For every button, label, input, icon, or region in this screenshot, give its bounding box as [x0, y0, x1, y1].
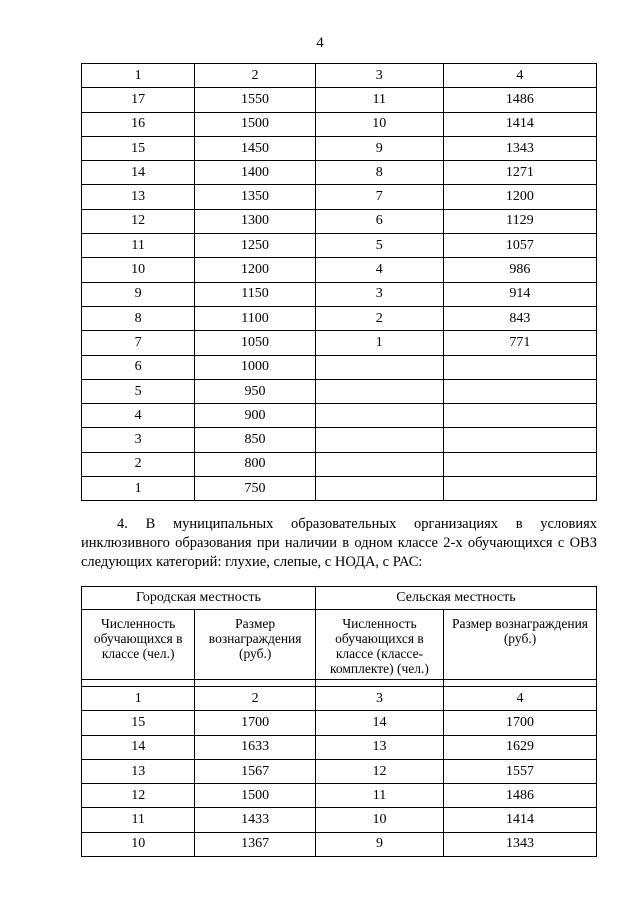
table-cell: 1486 — [443, 88, 596, 112]
table-header-row — [82, 64, 597, 88]
table-cell: 5 — [82, 379, 195, 403]
table-cell: 9 — [315, 832, 443, 856]
table-cell: 1200 — [195, 258, 315, 282]
table-cell: 1 — [82, 687, 195, 711]
group-header-row — [82, 587, 597, 610]
table-cell: 15 — [82, 711, 195, 735]
numbering-row — [82, 687, 597, 711]
table-cell: 10 — [82, 258, 195, 282]
table-row — [82, 88, 597, 112]
table-cell — [315, 452, 443, 476]
table-cell — [315, 428, 443, 452]
table-row — [82, 379, 597, 403]
table-cell: 13 — [82, 185, 195, 209]
table-row — [82, 234, 597, 258]
table-cell: 6 — [315, 209, 443, 233]
table-cell: 1150 — [195, 282, 315, 306]
table-row — [82, 452, 597, 476]
table-cell: 5 — [315, 234, 443, 258]
table-cell: 1350 — [195, 185, 315, 209]
table-row — [82, 784, 597, 808]
table-cell: 7 — [315, 185, 443, 209]
urban-students-header: Численность обучающихся в классе (чел.) — [82, 610, 195, 680]
table-cell: 1500 — [195, 784, 316, 808]
table-row — [82, 258, 597, 282]
rural-students-header: Численность обучающихся в классе (классе-комплекте) (чел.) — [315, 610, 443, 680]
table-cell: 1629 — [444, 735, 597, 759]
table-cell: 986 — [443, 258, 596, 282]
table-cell: 1414 — [443, 112, 596, 136]
table-cell: 1400 — [195, 161, 315, 185]
table-cell: 1700 — [444, 711, 597, 735]
table-cell — [315, 477, 443, 501]
column-header-row — [82, 610, 597, 680]
table-cell: 4 — [82, 404, 195, 428]
table-cell: 3 — [315, 64, 443, 88]
table-cell: 9 — [315, 136, 443, 160]
table-cell: 800 — [195, 452, 315, 476]
page-number: 4 — [316, 35, 324, 51]
table-cell: 1550 — [195, 88, 315, 112]
table-row — [82, 331, 597, 355]
paragraph-text: 4. В муниципальных образовательных организациях в условиях инклюзивного образования при наличии в одном классе 2-х обучающихся с ОВЗ следующих категорий: глухие, слепые, с НОДА, с РАС: — [81, 516, 597, 570]
table-cell: 1 — [82, 64, 195, 88]
table-row — [82, 759, 597, 783]
table-cell: 17 — [82, 88, 195, 112]
table-row — [82, 161, 597, 185]
table-row — [82, 832, 597, 856]
table-cell: 13 — [82, 759, 195, 783]
table-cell: 4 — [443, 64, 596, 88]
table-cell — [443, 428, 596, 452]
table-cell: 3 — [315, 687, 443, 711]
table-cell — [315, 404, 443, 428]
table-cell: 1 — [82, 477, 195, 501]
table-cell: 13 — [315, 735, 443, 759]
table-cell: 14 — [82, 161, 195, 185]
paragraph-item-4 — [81, 515, 597, 572]
table-cell — [443, 355, 596, 379]
table-cell: 900 — [195, 404, 315, 428]
table-cell: 2 — [195, 687, 316, 711]
table-cell: 1200 — [443, 185, 596, 209]
table-cell: 16 — [82, 112, 195, 136]
reward-table-continued — [81, 63, 597, 501]
table-cell: 750 — [195, 477, 315, 501]
table-cell: 1500 — [195, 112, 315, 136]
table-cell: 8 — [82, 306, 195, 330]
table-cell: 7 — [82, 331, 195, 355]
table-cell: 1300 — [195, 209, 315, 233]
table-cell: 1000 — [195, 355, 315, 379]
table-cell: 2 — [82, 452, 195, 476]
table-cell: 10 — [82, 832, 195, 856]
table-cell: 12 — [315, 759, 443, 783]
table-cell: 1343 — [444, 832, 597, 856]
inclusive-reward-table — [81, 586, 597, 857]
table-cell: 1414 — [444, 808, 597, 832]
table-cell: 843 — [443, 306, 596, 330]
table-cell: 1343 — [443, 136, 596, 160]
table-cell: 1100 — [195, 306, 315, 330]
rural-area-header: Сельская местность — [315, 587, 596, 610]
table-cell: 12 — [82, 784, 195, 808]
table-row — [82, 112, 597, 136]
table-cell: 14 — [315, 711, 443, 735]
table-cell: 2 — [195, 64, 315, 88]
table-cell: 1567 — [195, 759, 316, 783]
table-row — [82, 282, 597, 306]
table-row — [82, 404, 597, 428]
table-cell — [443, 477, 596, 501]
table-cell: 1450 — [195, 136, 315, 160]
table-cell: 3 — [82, 428, 195, 452]
table-row — [82, 711, 597, 735]
table-cell — [443, 452, 596, 476]
table-cell — [315, 355, 443, 379]
table-row — [82, 808, 597, 832]
table-row — [82, 477, 597, 501]
header-separator — [82, 680, 597, 687]
table-cell — [443, 404, 596, 428]
urban-area-header: Городская местность — [82, 587, 316, 610]
table-cell: 10 — [315, 112, 443, 136]
table-cell: 1433 — [195, 808, 316, 832]
table-row — [82, 355, 597, 379]
table-cell: 12 — [82, 209, 195, 233]
table-cell: 4 — [315, 258, 443, 282]
table-cell — [315, 379, 443, 403]
table-cell: 14 — [82, 735, 195, 759]
table-cell: 1557 — [444, 759, 597, 783]
rural-reward-header: Размер вознаграждения (руб.) — [444, 610, 597, 680]
table-cell: 1250 — [195, 234, 315, 258]
table-cell: 771 — [443, 331, 596, 355]
table-cell: 11 — [82, 808, 195, 832]
table-cell: 1367 — [195, 832, 316, 856]
table-cell: 1050 — [195, 331, 315, 355]
table-cell: 2 — [315, 306, 443, 330]
urban-reward-header: Размер вознаграждения (руб.) — [195, 610, 316, 680]
table-row — [82, 209, 597, 233]
table-row — [82, 428, 597, 452]
table-cell: 1271 — [443, 161, 596, 185]
table-cell: 3 — [315, 282, 443, 306]
table-cell: 11 — [315, 88, 443, 112]
table-cell: 1700 — [195, 711, 316, 735]
table-cell: 1 — [315, 331, 443, 355]
table-cell: 1633 — [195, 735, 316, 759]
table-cell: 9 — [82, 282, 195, 306]
table-row — [82, 136, 597, 160]
table-cell — [443, 379, 596, 403]
table-cell: 6 — [82, 355, 195, 379]
table-cell: 1057 — [443, 234, 596, 258]
table-row — [82, 735, 597, 759]
table-cell: 914 — [443, 282, 596, 306]
table-cell: 10 — [315, 808, 443, 832]
table-cell: 850 — [195, 428, 315, 452]
table-cell: 4 — [444, 687, 597, 711]
table-row — [82, 306, 597, 330]
table-cell: 15 — [82, 136, 195, 160]
table-cell: 11 — [315, 784, 443, 808]
table-cell: 1486 — [444, 784, 597, 808]
table-cell: 950 — [195, 379, 315, 403]
table-cell: 1129 — [443, 209, 596, 233]
table-cell: 11 — [82, 234, 195, 258]
table-row — [82, 185, 597, 209]
table-cell: 8 — [315, 161, 443, 185]
